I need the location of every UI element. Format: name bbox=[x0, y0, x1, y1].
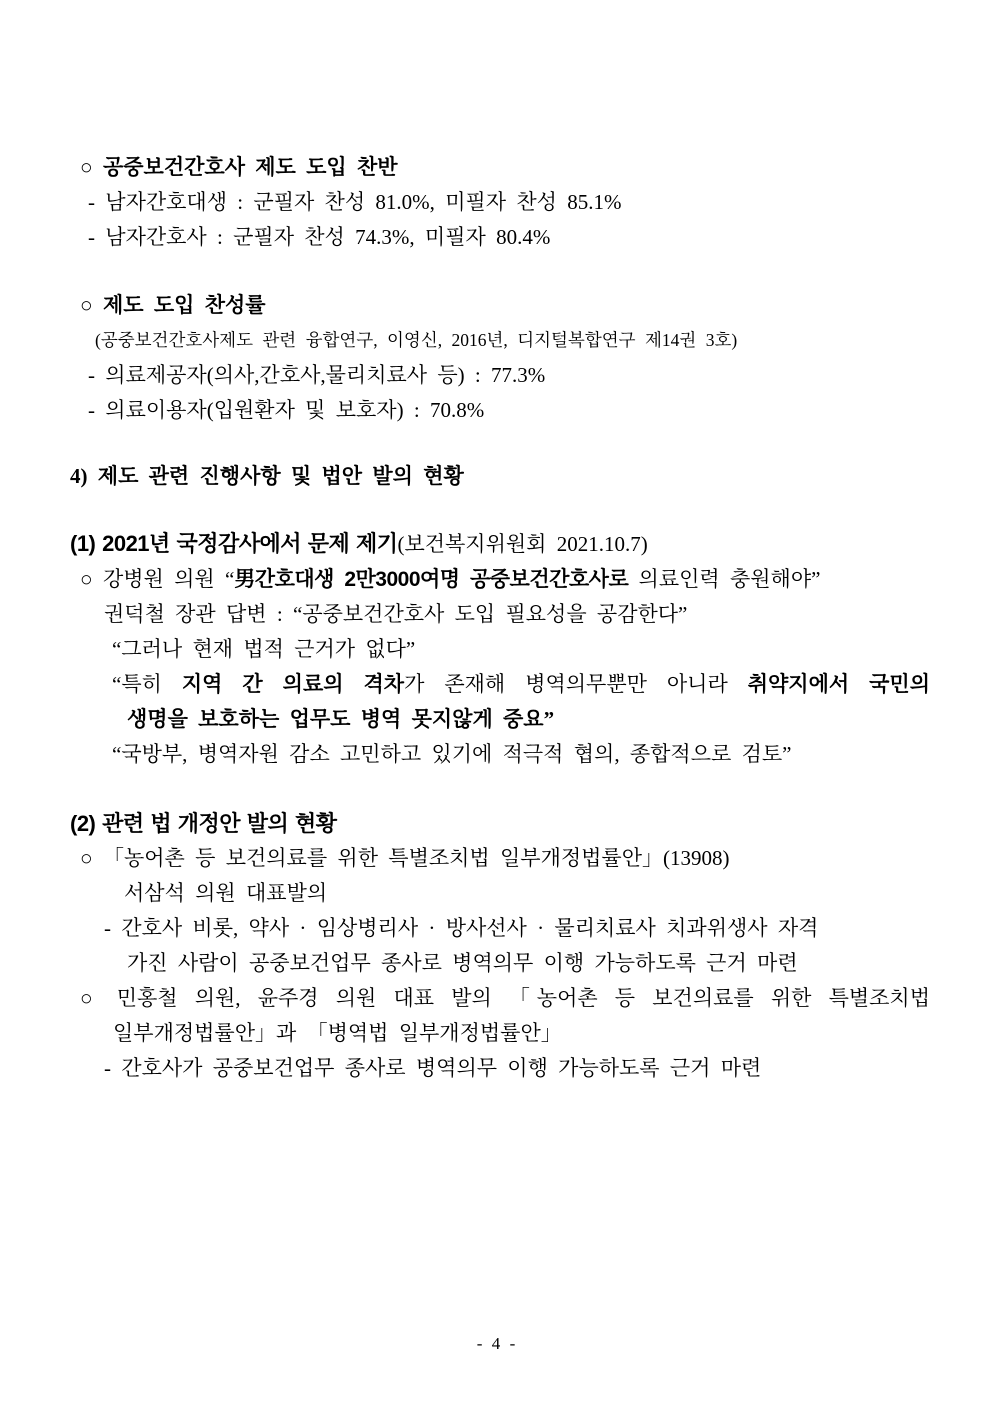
sub1-heading-bold: (1) 2021년 국정감사에서 문제 제기 bbox=[70, 531, 398, 556]
kwon-statement-line: 권덕철 장관 답변 : “공중보건간호사 도입 필요성을 공감한다” bbox=[104, 602, 688, 626]
approval-pro-con-heading: ○ 공중보건간호사 제도 도입 찬반 bbox=[80, 155, 398, 179]
quote-regional-gap-line1 bbox=[0, 667, 992, 702]
section4-title: 4) 제도 관련 진행사항 및 법안 발의 현황 bbox=[70, 464, 464, 488]
approval-item-nurses: - 남자간호사 : 군필자 찬성 74.3%, 미필자 80.4% bbox=[88, 225, 551, 249]
quote-no-legal-basis: “그러나 현재 법적 근거가 없다” bbox=[112, 637, 416, 661]
quote2-bold1: 지역 간 의료의 격차 bbox=[181, 672, 405, 696]
page-number: - 4 - bbox=[476, 1334, 516, 1353]
bill2-title-line1: ○ 민홍철 의원, 윤주경 의원 대표 발의 「농어촌 등 보건의료를 위한 특별조치법 bbox=[80, 986, 930, 1010]
approval-rate-item-providers: - 의료제공자(의사,간호사,물리치료사 등) : 77.3% bbox=[88, 363, 546, 387]
kang-statement-line bbox=[0, 562, 992, 597]
quote2-p2: 가 존재해 병역의무뿐만 아니라 bbox=[404, 672, 748, 696]
kang-suffix: 의료인력 충원해야” bbox=[628, 567, 821, 591]
kang-bold-phrase: 男간호대생 2만3000여명 공중보건간호사로 bbox=[234, 568, 629, 591]
bill1-proposer: 서삼석 의원 대표발의 bbox=[124, 881, 328, 905]
bill2-detail: - 간호사가 공중보건업무 종사로 병역의무 이행 가능하도록 근거 마련 bbox=[104, 1056, 762, 1080]
sub2-heading: (2) 관련 법 개정안 발의 현황 bbox=[70, 811, 337, 836]
quote-defense-ministry: “국방부, 병역자원 감소 고민하고 있기에 적극적 협의, 종합적으로 검토” bbox=[112, 742, 792, 766]
quote2-p1: “특히 bbox=[112, 672, 182, 696]
approval-item-students: - 남자간호대생 : 군필자 찬성 81.0%, 미필자 찬성 85.1% bbox=[88, 190, 622, 214]
bill1-title: ○ 「농어촌 등 보건의료를 위한 특별조치법 일부개정법률안」(13908) bbox=[80, 846, 730, 870]
sub1-heading bbox=[0, 526, 992, 562]
quote2-bold2: 취약지에서 국민의 bbox=[747, 672, 930, 696]
approval-rate-heading: ○ 제도 도입 찬성률 bbox=[80, 293, 266, 317]
bill2-title-line2: 일부개정법률안」과 「병역법 일부개정법률안」 bbox=[113, 1021, 562, 1045]
approval-rate-source-note: (공중보건간호사제도 관련 융합연구, 이영신, 2016년, 디지털복합연구 제14권 3호) bbox=[95, 330, 738, 350]
bill1-detail-line1: - 간호사 비롯, 약사 · 임상병리사 · 방사선사 · 물리치료사 치과위생사 자격 bbox=[104, 916, 819, 940]
quote-regional-gap-line2: 생명을 보호하는 업무도 병역 못지않게 중요” bbox=[127, 707, 555, 731]
approval-rate-item-users: - 의료이용자(입원환자 및 보호자) : 70.8% bbox=[88, 398, 485, 422]
bill1-detail-line2: 가진 사람이 공중보건업무 종사로 병역의무 이행 가능하도록 근거 마련 bbox=[127, 951, 798, 975]
sub1-heading-rest: (보건복지위원회 2021.10.7) bbox=[397, 532, 648, 556]
kang-prefix: ○ 강병원 의원 “ bbox=[80, 567, 235, 591]
